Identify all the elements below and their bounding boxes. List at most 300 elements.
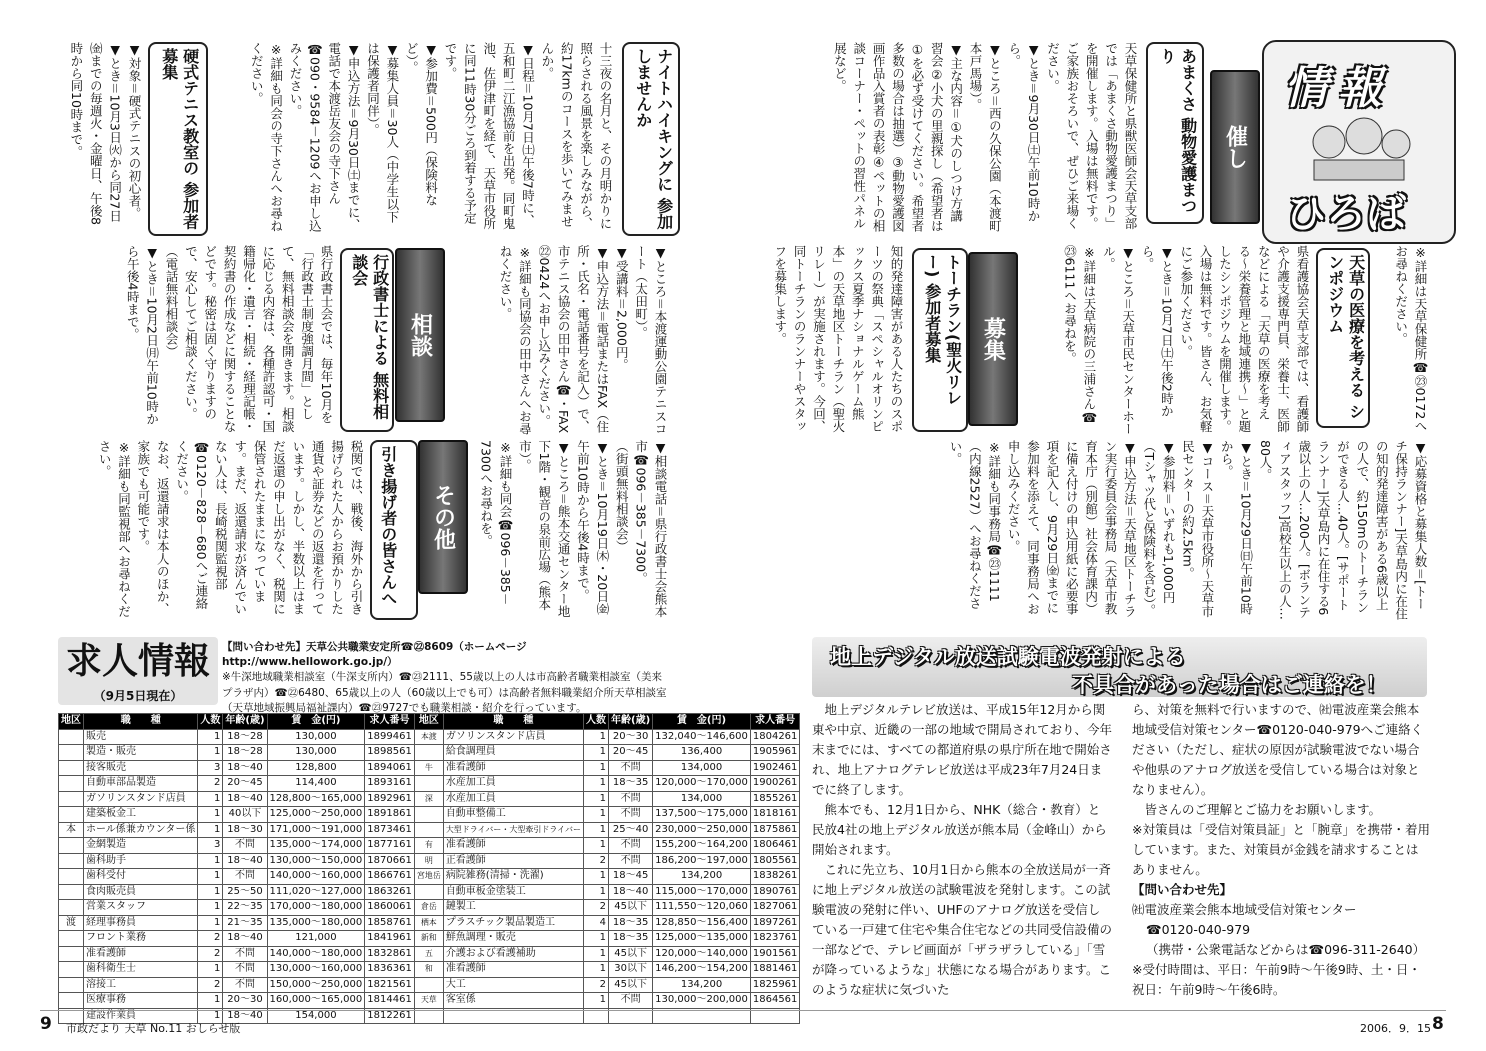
paragraph: 地上デジタルテレビ放送は、平成15年12月から関東や中京、近畿の一部の地域で開局されており、今年末までには、すべての都道府県の県庁所在地で開始され、地上アナログテレビ放送は平成23年7月24日までに終了します。 <box>812 702 1113 797</box>
cell-area: 和 <box>414 962 443 978</box>
article-body-hiking <box>210 42 615 232</box>
cell-wage: 111,020〜127,000 <box>267 884 365 900</box>
cell-area <box>59 807 84 823</box>
cell-age: 不問 <box>223 977 267 993</box>
cell-count: 2 <box>584 853 609 869</box>
cell-area <box>59 977 84 993</box>
col-header-wage: 賃 金(円) <box>267 714 365 730</box>
cell-number: 1877161 <box>365 838 415 854</box>
banner-line-2: 不具合があった場合はご連絡を！ <box>1072 673 1387 697</box>
cell-wage: 134,000 <box>653 791 751 807</box>
article-title: 天草の医療を考える シンポジウム <box>1325 254 1366 420</box>
cell-area: 本渡 <box>414 729 443 745</box>
article-title: トーチラン(聖火リレー) 参加者募集 <box>922 254 963 406</box>
logo <box>1262 40 1456 244</box>
cell-job: 鮮魚調理・販売 <box>443 931 583 947</box>
paragraph: ▼申込方法＝天草地区トーチラン実行委員会事務局（天草市教育本庁（別館）社会体育課内）に備え付けの申込用紙に必要事項を記入し、9月29日㈮までに参加料を添えて、同事務局へお申し込みください。 <box>1006 440 1138 618</box>
cell-age: 25〜50 <box>223 884 267 900</box>
section-badge-boshu: 募集 <box>968 252 1018 426</box>
paragraph: 皆さんのご理解とご協力をお願いします。 <box>1132 802 1382 817</box>
cell-area <box>59 884 84 900</box>
col-header-area: 地区 <box>414 714 443 730</box>
article-title-box <box>1146 42 1204 224</box>
cell-area <box>414 807 443 823</box>
cell-number: 1827061 <box>750 900 800 916</box>
cell-number: 1893161 <box>365 776 415 792</box>
article-title: ナイトハイキングに 参加しませんか <box>633 48 674 230</box>
cell-area <box>414 822 443 838</box>
digital-body-col1 <box>812 700 1112 1000</box>
paragraph: 知的発達障害がある人たちのスポーツの祭典「スペシャルオリンピックス夏季ナショナルゲーム熊本」の天草地区トーチラン（聖火リレー）が実施されます。今回、同トーチランのランナーやスタッフを募集します。 <box>772 245 904 433</box>
cell-area: 本 <box>59 822 84 838</box>
table-row <box>59 884 800 900</box>
cell-wage: 135,000〜174,000 <box>267 838 365 854</box>
section-badge-sonota: その他 <box>418 440 468 594</box>
paragraph: ※対策員は「受信対策員証」と「腕章」を携帯・着用しています。また、対策員が金銭を請求することはありません。 <box>1132 822 1430 877</box>
cell-wage: 230,000〜250,000 <box>653 822 751 838</box>
cell-count: 1 <box>584 807 609 823</box>
cell-number: 1899461 <box>365 729 415 745</box>
cell-number: 1836361 <box>365 962 415 978</box>
cell-count: 1 <box>584 838 609 854</box>
cell-number: 1805561 <box>750 853 800 869</box>
paragraph: ▼ところ＝熊本交通センター地下1階・観音の泉前広場（熊本市）。 <box>517 440 572 618</box>
cell-area <box>414 745 443 761</box>
table-row <box>59 760 800 776</box>
cell-job: 自動車板金塗装工 <box>443 884 583 900</box>
cell-number: 1841961 <box>365 931 415 947</box>
cell-number: 1825961 <box>750 977 800 993</box>
jobs-inquiry-line: ※牛深地域職業相談室（牛深支所内）☎㉓2111、55歳以上の人は市高齢者職業相談室（美来プラザ内）☎㉒6480、65歳以上の人（60歳以上でも可）は高齢者無料職業紹介所天草相談室（天草地域振興局福祉課内）☎㉓9727でも職業相談・紹介を行っています。 <box>222 671 667 714</box>
paragraph: これに先立ち、10月1日から熊本の全放送局が一斉に地上デジタル放送の試験電波を発射します。この試験電波の発射に伴い、UHFのアナログ放送を受信している一戸建て住宅や集合住宅などの共同受信設備の一部などで、テレビ画面が「ザラザラしている」「雪が降っているような」状態になる場合があります。このような症状に気づいた <box>812 862 1113 997</box>
cell-count: 1 <box>198 729 223 745</box>
cell-number: 1855261 <box>750 791 800 807</box>
cell-age: 18〜35 <box>609 915 653 931</box>
cell-job: 医療事務 <box>84 993 198 1009</box>
paragraph: ※詳細も同会の寺下さんへお尋ねください。 <box>249 42 284 232</box>
cell-area: 倉岳 <box>414 900 443 916</box>
cell-job: 製造・販売 <box>84 745 198 761</box>
cell-job: 大型ドライバー・大型牽引ドライバー <box>443 822 583 838</box>
cell-area <box>59 853 84 869</box>
cell-count: 2 <box>198 946 223 962</box>
paragraph: ▼ところ＝天草市民センターホール。 <box>1101 245 1136 436</box>
article-body-torch-a <box>772 245 906 435</box>
cell-age: 18〜28 <box>223 729 267 745</box>
cell-wage: 137,500〜175,000 <box>653 807 751 823</box>
article-body-torch-b <box>790 440 1430 620</box>
cell-number: 1821561 <box>365 977 415 993</box>
paragraph: （街頭無料相談会） <box>614 440 630 553</box>
cell-wage: 130,000〜150,000 <box>267 853 365 869</box>
cell-job: 水産加工員 <box>443 791 583 807</box>
cell-count: 1 <box>198 900 223 916</box>
cell-job: ホール係兼カウンター係 <box>84 822 198 838</box>
paragraph: なお、返還請求は本人のほか、家族でも可能です。 <box>135 440 171 615</box>
article-title-box <box>370 440 418 620</box>
inquiry-phone-mobile: （携帯・公衆電話などからは☎096-311-2640） <box>1146 942 1426 957</box>
paragraph: 税関では、戦後、海外から引き揚げられた人からお預かりした通貨や証券などの返還を行っています。しかし、半数以上はまだ返還の申し出がなく、税関に保管されたままになっています。まだ、返還請求が済んでいない人は、長崎税関監視部☎0120－828－680へご連絡ください。 <box>174 440 364 615</box>
cell-wage: 155,200〜164,200 <box>653 838 751 854</box>
col-header-wage: 賃 金(円) <box>653 714 751 730</box>
paragraph: ▼参加費＝500円（保険料など）。 <box>404 42 439 206</box>
article-title-box <box>1316 248 1370 428</box>
cell-number: 1812261 <box>365 1008 415 1024</box>
cell-age: 18〜45 <box>609 869 653 885</box>
cell-age: 40以下 <box>223 807 267 823</box>
cell-count: 1 <box>584 776 609 792</box>
cell-number: 1832861 <box>365 946 415 962</box>
cell-wage: 120,000〜140,000 <box>653 946 751 962</box>
cell-age: 20〜30 <box>609 729 653 745</box>
paragraph: ▼申込方法＝9月30日㈯までに、電話で本渡岳友会の寺下さん☎090・9584－1209へお申し込みください。 <box>288 42 362 232</box>
cell-count: 2 <box>198 931 223 947</box>
cell-wage: 154,000 <box>267 1008 365 1024</box>
cell-area <box>59 946 84 962</box>
cell-job: 准看護師 <box>443 962 583 978</box>
page-number-right: 8 <box>1432 1014 1444 1034</box>
cell-age: 25〜40 <box>609 822 653 838</box>
cell-wage: 132,040〜146,600 <box>653 729 751 745</box>
cell-wage: 130,000〜200,000 <box>653 993 751 1009</box>
cell-job: 介護および看護補助 <box>443 946 583 962</box>
cell-number: 1897261 <box>750 915 800 931</box>
cell-job: 正看護師 <box>443 853 583 869</box>
cell-number: 1838261 <box>750 869 800 885</box>
cell-wage: 125,000〜135,000 <box>653 931 751 947</box>
cell-age: 18〜28 <box>223 745 267 761</box>
cell-area: 牛 <box>414 760 443 776</box>
cell-wage: 114,400 <box>267 776 365 792</box>
cell-job: 病院雑務(清掃・洗濯) <box>443 869 583 885</box>
cell-number: 1863261 <box>365 884 415 900</box>
col-header-age: 年齢(歳) <box>223 714 267 730</box>
cell-job: 歯科助手 <box>84 853 198 869</box>
cell-area: 五 <box>414 946 443 962</box>
cell-number: 1804261 <box>750 729 800 745</box>
article-body-gyosei-a <box>40 245 336 435</box>
cell-job: 営業スタッフ <box>84 900 198 916</box>
col-header-count: 人数 <box>584 714 609 730</box>
logo-illustration <box>1304 112 1414 182</box>
cell-number: 1818161 <box>750 807 800 823</box>
paragraph: ▼応募資格と募集人数＝[トーチ保持ランナー]天草島内に在住の知的発達障害がある6歳以上の人で、約150mのトーチランができる人…40人。[サポートランナー]天草島内に在住する6歳以上の人…200人。[ボランティアスタッフ]高校生以上の人…80人。 <box>1258 440 1428 620</box>
cell-job: ガソリンスタンド店員 <box>84 791 198 807</box>
table-header-row <box>59 714 800 730</box>
paragraph: 十三夜の名月と、その月明かりに照らされる風景を楽しみながら、約17kmのコースを歩いてみませんか。 <box>539 42 613 230</box>
col-header-job: 職 種 <box>443 714 583 730</box>
cell-count: 2 <box>198 776 223 792</box>
cell-wage: 160,000〜165,000 <box>267 993 365 1009</box>
cell-count: 1 <box>198 884 223 900</box>
inquiry-org: ㈳電波産業会熊本地域受信対策センター <box>1132 902 1357 917</box>
jobs-title-box <box>58 637 218 705</box>
banner-line-1: 地上デジタル放送試験電波発射による <box>830 645 1186 669</box>
cell-age: 18〜40 <box>223 853 267 869</box>
article-body-dobutsu <box>810 42 1140 232</box>
article-body-hikiage <box>40 440 366 620</box>
cell-age: 不問 <box>223 946 267 962</box>
paragraph: ▼受講料＝2,000円。 <box>614 245 630 371</box>
section-badge-moyooshi: 催し <box>1210 70 1260 224</box>
paragraph: ※詳細も同協会の田中さんへお尋ねください。 <box>498 245 533 435</box>
footer-date: 2006．9．15 <box>1360 1022 1431 1035</box>
col-header-job: 職 種 <box>84 714 198 730</box>
cell-number: 1873461 <box>365 822 415 838</box>
cell-job: 歯科衛生士 <box>84 962 198 978</box>
table-row <box>59 822 800 838</box>
paragraph: ▼申込方法＝電話またはFAX（住所・氏名・電話番号を記入）で、市テニス協会の田中さん☎・FAX㉒0424へお申し込みください。 <box>536 245 610 434</box>
cell-wage: 136,400 <box>653 745 751 761</box>
table-row <box>59 807 800 823</box>
cell-wage: 134,200 <box>653 977 751 993</box>
jobs-table-wrap <box>58 713 800 1024</box>
cell-age: 18〜40 <box>609 884 653 900</box>
digital-banner <box>812 637 1427 697</box>
paragraph: ▼主な内容＝①犬のしつけ方講習会②小犬の里親探し（希望者は①を必ず受けてください。希望者多数の場合は抽選）③動物愛護図画作品入賞者の表彰④ペットの相談コーナー・ペットの習性パネル展など。 <box>832 42 964 232</box>
cell-count: 1 <box>584 745 609 761</box>
cell-job: 水産加工員 <box>443 776 583 792</box>
paragraph: ▼日程＝10月7日㈯午後7時に、五和町二江漁協前を出発。同町鬼池、佐伊津町を経て、天草市役所に同11時30分ごろ到着する予定です。 <box>443 42 536 230</box>
cell-count: 3 <box>198 760 223 776</box>
article-body-iryo <box>1030 245 1312 435</box>
paragraph: 県看護協会天草支部では、看護師や介護支援専門員、栄養士、医師などによる「天草の医療を考える〜栄養管理と地域連携〜」と題したシンポジウムを開催します。入場は無料です。皆さん、お気軽にご参加ください。 <box>1178 245 1310 433</box>
article-body-tennis-a <box>40 42 144 232</box>
paragraph: 熊本でも、12月1日から、NHK（総合・教育）と民放4社の地上デジタル放送が熊本局（金峰山）から開始されます。 <box>812 802 1107 857</box>
cell-area <box>59 931 84 947</box>
cell-number: 1806461 <box>750 838 800 854</box>
cell-age: 20〜45 <box>609 745 653 761</box>
col-header-count: 人数 <box>198 714 223 730</box>
cell-count: 1 <box>584 884 609 900</box>
paragraph: ▼とき＝10月29日㈰午前10時から。 <box>1219 440 1254 616</box>
cell-job: 食肉販売員 <box>84 884 198 900</box>
paragraph: ▼とき＝10月2日㈪午前10時から午後4時まで。 <box>125 245 160 425</box>
cell-area <box>59 869 84 885</box>
cell-count: 1 <box>198 791 223 807</box>
cell-count: 2 <box>584 900 609 916</box>
paragraph: ▼とき＝10月19日㈭・20日㈮午前10時から午後4時まで。 <box>575 440 610 616</box>
paragraph: ▼とき＝10月3日㈫から同27日㈮までの毎週火・金曜日、午後8時から同10時まで。 <box>68 42 123 225</box>
cell-count: 1 <box>584 760 609 776</box>
cell-wage: 135,000〜180,000 <box>267 915 365 931</box>
paragraph: ▼対象＝硬式テニスの初心者。 <box>127 42 142 220</box>
cell-number: 1870661 <box>365 853 415 869</box>
paragraph: ら、対策を無料で行いますので、㈳電波産業会熊本地域受信対策センター☎0120-040-979へご連絡ください（ただし、症状の原因が試験電波でない場合や他県のアナログ放送を受信している場合は対象となりません）。 <box>1132 702 1424 797</box>
footer-publication: 市政だより 天草 No.11 おしらせ版 <box>66 1022 241 1035</box>
cell-area <box>59 760 84 776</box>
paragraph: ※詳細も同事務局☎㉓1111（内線2527）へお尋ねください。 <box>948 440 1002 610</box>
cell-job: 自動車部品製造 <box>84 776 198 792</box>
table-row <box>59 776 800 792</box>
inquiry-heading: 【問い合わせ先】 <box>1132 882 1233 897</box>
cell-area: 宮地岳 <box>414 869 443 885</box>
cell-age: 不問 <box>609 791 653 807</box>
table-row <box>59 962 800 978</box>
col-header-age: 年齢(歳) <box>609 714 653 730</box>
cell-count: 1 <box>584 791 609 807</box>
cell-area <box>59 993 84 1009</box>
cell-age: 45以下 <box>609 900 653 916</box>
paragraph: ▼コース＝天草市役所〜天草市民センターの約2.5km。 <box>1180 440 1215 618</box>
cell-area: 栖本 <box>414 915 443 931</box>
cell-age: 18〜40 <box>223 931 267 947</box>
logo-title-bottom: ひろば <box>1286 191 1406 237</box>
cell-job: 経理事務員 <box>84 915 198 931</box>
article-title: あまくさ 動物愛護まつり <box>1157 48 1198 214</box>
article-title-box <box>148 42 208 236</box>
cell-area <box>414 884 443 900</box>
inquiry-phone: ☎0120-040-979 <box>1146 922 1251 937</box>
cell-count: 1 <box>584 869 609 885</box>
cell-count: 1 <box>584 931 609 947</box>
cell-number: 1900261 <box>750 776 800 792</box>
table-row <box>59 853 800 869</box>
table-row <box>59 900 800 916</box>
cell-job: 接客販売 <box>84 760 198 776</box>
cell-area: 明 <box>414 853 443 869</box>
cell-number: 1898561 <box>365 745 415 761</box>
paragraph: ▼募集人員＝30人（中学生以下は保護者同伴）。 <box>365 42 400 223</box>
cell-age: 不問 <box>609 760 653 776</box>
cell-count: 3 <box>198 838 223 854</box>
cell-area: 天草 <box>414 993 443 1009</box>
cell-number: 1858761 <box>365 915 415 931</box>
cell-age: 不問 <box>223 838 267 854</box>
cell-age: 18〜35 <box>609 931 653 947</box>
table-row <box>59 915 800 931</box>
paragraph: 天草保健所と県獣医師会天草支部では「あまくさ動物愛護まつり」を開催します。入場は無料です。ご家族おそろいで、ぜひご来場ください。 <box>1045 42 1138 230</box>
cell-count: 2 <box>584 977 609 993</box>
cell-count: 1 <box>584 946 609 962</box>
cell-area: 新和 <box>414 931 443 947</box>
cell-area: 渡 <box>59 915 84 931</box>
cell-area <box>59 776 84 792</box>
cell-job: 販売 <box>84 729 198 745</box>
cell-count: 1 <box>198 962 223 978</box>
table-row <box>59 729 800 745</box>
jobs-table-body <box>59 729 800 1024</box>
table-row <box>59 931 800 947</box>
cell-area <box>59 791 84 807</box>
table-row <box>59 946 800 962</box>
cell-count: 1 <box>198 853 223 869</box>
article-title-box <box>622 42 680 236</box>
cell-job: フロント業務 <box>84 931 198 947</box>
cell-wage: 171,000〜191,000 <box>267 822 365 838</box>
cell-wage: 186,200〜197,000 <box>653 853 751 869</box>
cell-wage: 146,200〜154,200 <box>653 962 751 978</box>
cell-age: 不問 <box>609 838 653 854</box>
paragraph: ※詳細は天草保健所☎㉓0172へお尋ねください。 <box>1393 245 1428 432</box>
cell-wage: 115,000〜170,000 <box>653 884 751 900</box>
cell-job: 建築板金工 <box>84 807 198 823</box>
cell-area <box>414 977 443 993</box>
cell-age: 18〜30 <box>223 822 267 838</box>
paragraph: ▼とき＝9月30日㈯午前10時から。 <box>1006 42 1042 222</box>
cell-job: 建設作業員 <box>84 1008 198 1024</box>
cell-area <box>59 900 84 916</box>
cell-job: 客室係 <box>443 993 583 1009</box>
cell-job: ガソリンスタンド店員 <box>443 729 583 745</box>
cell-count: 1 <box>584 962 609 978</box>
cell-area <box>59 729 84 745</box>
cell-job: 准看護師 <box>443 838 583 854</box>
cell-number: 1823761 <box>750 931 800 947</box>
cell-number: 1881461 <box>750 962 800 978</box>
cell-count: 1 <box>584 993 609 1009</box>
cell-wage: 170,000〜180,000 <box>267 900 365 916</box>
cell-area <box>59 838 84 854</box>
cell-count: 1 <box>198 915 223 931</box>
cell-job: 准看護師 <box>443 760 583 776</box>
cell-number: 1901561 <box>750 946 800 962</box>
table-row <box>59 993 800 1009</box>
article-body-tennis-b <box>470 245 670 435</box>
cell-wage: 128,800〜165,000 <box>267 791 365 807</box>
cell-wage: 134,000 <box>653 760 751 776</box>
cell-number: 1892961 <box>365 791 415 807</box>
jobs-inquiry-line: 【問い合わせ先】天草公共職業安定所☎㉒8609（ホームページ http://www.hellowork.go.jp/） <box>222 641 527 669</box>
article-title-box <box>340 248 394 432</box>
cell-wage: 130,000〜160,000 <box>267 962 365 978</box>
cell-area <box>414 776 443 792</box>
cell-age: 30以下 <box>609 962 653 978</box>
cell-age: 22〜35 <box>223 900 267 916</box>
cell-number: 1894061 <box>365 760 415 776</box>
cell-count: 1 <box>198 993 223 1009</box>
col-header-number: 求人番号 <box>750 714 800 730</box>
cell-wage: 150,000〜250,000 <box>267 977 365 993</box>
cell-age: 21〜35 <box>223 915 267 931</box>
cell-age: 不問 <box>609 993 653 1009</box>
cell-job: 大工 <box>443 977 583 993</box>
jobs-date: （9月5日現在） <box>93 689 183 703</box>
cell-number: 1864561 <box>750 993 800 1009</box>
paragraph: ▼参加料＝いずれも1,000円（Tシャツ代と保険料を含む）。 <box>1141 440 1177 617</box>
cell-job: 歯科受付 <box>84 869 198 885</box>
jobs-inquiry <box>222 640 672 716</box>
article-body-gyosei-b <box>470 440 670 620</box>
page-number-left: 9 <box>40 1014 52 1034</box>
col-header-number: 求人番号 <box>365 714 415 730</box>
paragraph: ※詳細も同監視部へお尋ねください。 <box>97 440 132 618</box>
cell-count: 1 <box>198 869 223 885</box>
cell-count: 2 <box>198 977 223 993</box>
cell-age: 不問 <box>223 962 267 978</box>
cell-wage: 130,000 <box>267 745 365 761</box>
cell-wage: 125,000〜250,000 <box>267 807 365 823</box>
jobs-title: 求人情報 <box>65 641 210 682</box>
cell-wage: 134,200 <box>653 869 751 885</box>
cell-count: 1 <box>584 729 609 745</box>
cell-area <box>59 745 84 761</box>
cell-count: 1 <box>198 745 223 761</box>
cell-count: 1 <box>584 822 609 838</box>
cell-job: 金網製造 <box>84 838 198 854</box>
paragraph: 県行政書士会では、毎年10月を「行政書士制度強調月間」として、無料相談会を開きます。相談に応じる内容は、各種許認可・国籍帰化・遺言・相続・経理記帳・契約書の作成などに関することなどです。秘密は固く守りますので、安心してご相談ください。 <box>183 245 334 433</box>
table-row <box>59 838 800 854</box>
cell-count: 1 <box>198 1008 223 1024</box>
cell-job: 溶接工 <box>84 977 198 993</box>
cell-job: プラスチック製品製造工 <box>443 915 583 931</box>
section-badge-soudan: 相談 <box>395 248 445 422</box>
cell-wage: 128,850〜156,400 <box>653 915 751 931</box>
cell-job: 准看護師 <box>84 946 198 962</box>
cell-age: 45以下 <box>609 946 653 962</box>
paragraph: ▼ところ＝本渡運動公園テニスコート（太田町）。 <box>633 245 668 436</box>
cell-age: 18〜40 <box>223 1008 267 1024</box>
